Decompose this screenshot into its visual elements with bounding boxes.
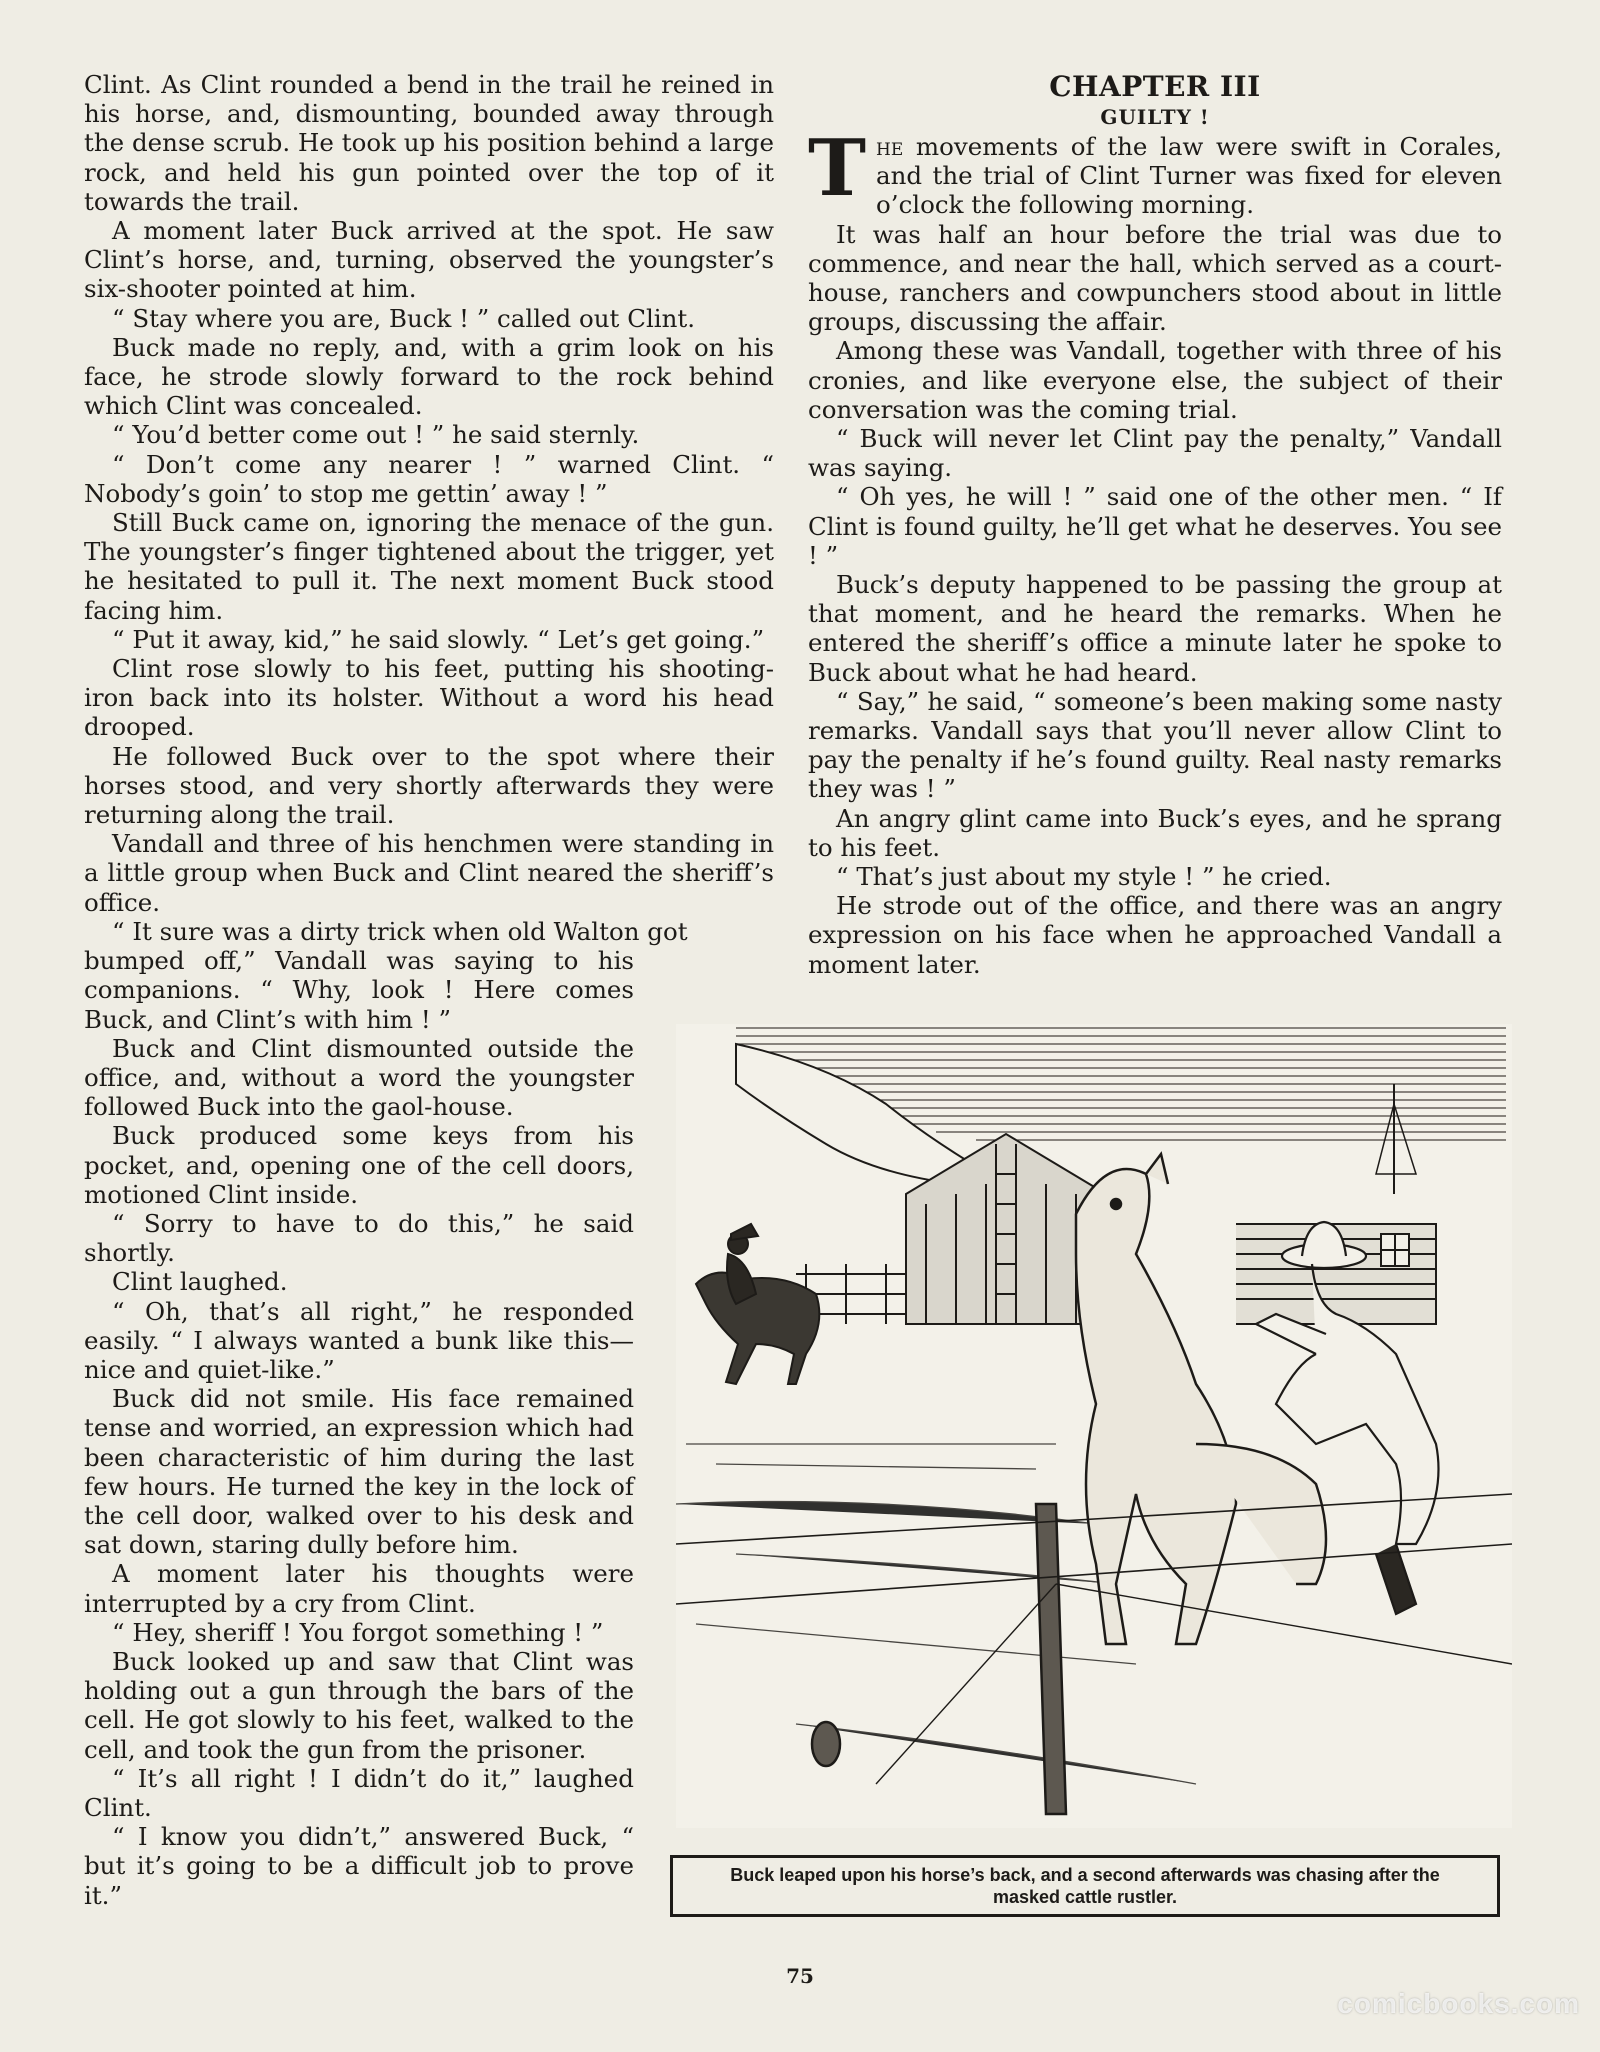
left-narrow-text [84, 946, 634, 1910]
paragraph: “ It’s all right ! I didn’t do it,” laughed Clint. [84, 1763, 634, 1822]
paragraph: “ That’s just about my style ! ” he cried. [836, 862, 1332, 892]
paragraph: “ Put it away, kid,” he said slowly. “ Let’s get going.” [112, 624, 765, 654]
paragraph: A moment later Buck arrived at the spot. He saw Clint’s horse, and, turning, observed the youngster’s six-shooter pointed at him. [84, 216, 774, 304]
paragraph: “ I know you didn’t,” answered Buck, “ but it’s going to be a difficult job to prove it.” [84, 1822, 634, 1910]
right-column [808, 70, 1502, 979]
paragraph: Buck and Clint dismounted outside the office, and, without a word the youngster followed Buck into the gaol-house. [84, 1033, 634, 1122]
paragraph: Clint. As Clint rounded a bend in the trail he reined in his horse, and, dismounting, bounded away through the dense scrub. He took up his position behind a large rock, and held his gun pointed over the top of it towards the trail. [84, 70, 774, 216]
opening-paragraph [808, 123, 1502, 220]
paragraph: He followed Buck over to the spot where their horses stood, and very shortly afterwards they were returning along the trail. [84, 741, 774, 830]
paragraph: bumped off,” Vandall was saying to his companions. “ Why, look ! Here comes Buck, and Clint’s with him ! ” [84, 946, 634, 1034]
illustration [676, 1024, 1512, 1828]
left-wide-text [84, 70, 774, 946]
chapter-subtitle: GUILTY ! [1100, 105, 1210, 129]
illustration-drawing [676, 1024, 1512, 1828]
page-number: 75 [786, 1964, 814, 1988]
paragraph: It was half an hour before the trial was due to commence, and near the hall, which served as a court-house, ranchers and cowpunchers stood about in little groups, discussing the affair. [808, 219, 1502, 337]
paragraph: Buck made no reply, and, with a grim look on his face, he strode slowly forward to the rock behind which Clint was concealed. [84, 332, 774, 421]
caption-text: Buck leaped upon his horse’s back, and a second afterwards was chasing after the masked cattle rustler. [730, 1865, 1440, 1907]
paragraph: A moment later his thoughts were interrupted by a cry from Clint. [84, 1559, 634, 1618]
drop-cap: T [808, 123, 867, 214]
paragraph: He strode out of the office, and there was an angry expression on his face when he approached Vandall a moment later. [808, 891, 1502, 979]
paragraph: “ Buck will never let Clint pay the penalty,” Vandall was saying. [808, 424, 1502, 483]
paragraph: Buck produced some keys from his pocket, and, opening one of the cell doors, motioned Clint inside. [84, 1121, 634, 1209]
drop-cap-continuation: he [876, 132, 904, 161]
paragraph: “ Hey, sheriff ! You forgot something ! ” [112, 1617, 604, 1647]
paragraph: “ Say,” he said, “ someone’s been making some nasty remarks. Vandall says that you’ll never allow Clint to pay the penalty if he’s found guilty. Real nasty remarks they was ! ” [808, 686, 1502, 804]
paragraph: “ Sorry to have to do this,” he said shortly. [84, 1208, 634, 1268]
chapter-title: CHAPTER III [1049, 70, 1261, 103]
paragraph: Among these was Vandall, together with three of his cronies, and like everyone else, the subject of their conversation was the coming trial. [808, 336, 1502, 424]
paragraph: An angry glint came into Buck’s eyes, and he sprang to his feet. [808, 803, 1502, 862]
paragraph: Still Buck came on, ignoring the menace of the gun. The youngster’s finger tightened about the trigger, yet he hesitated to pull it. The next moment Buck stood facing him. [84, 508, 774, 625]
paragraph: Vandall and three of his henchmen were standing in a little group when Buck and Clint neared the sheriff’s office. [84, 829, 774, 917]
illustration-caption [670, 1855, 1500, 1917]
paragraph: Clint laughed. [112, 1267, 288, 1297]
paragraph: “ Oh yes, he will ! ” said one of the other men. “ If Clint is found guilty, he’ll get what he deserves. You see ! ” [808, 482, 1502, 570]
paragraph: Buck’s deputy happened to be passing the group at that moment, and he heard the remarks. When he entered the sheriff’s office a minute later he spoke to Buck about what he had heard. [808, 570, 1502, 687]
paragraph: “ Stay where you are, Buck ! ” called out Clint. [112, 303, 696, 333]
paragraph: “ You’d better come out ! ” he said sternly. [112, 420, 640, 450]
left-column [84, 70, 774, 1910]
paragraph: Clint rose slowly to his feet, putting his shooting-iron back into its holster. Without a word his head drooped. [84, 654, 774, 742]
paragraph: “ Don’t come any nearer ! ” warned Clint. “ Nobody’s goin’ to stop me gettin’ away ! ” [84, 449, 774, 508]
paragraph: Buck looked up and saw that Clint was holding out a gun through the bars of the cell. He got slowly to his feet, walked to the cell, and took the gun from the prisoner. [84, 1646, 634, 1764]
paragraph: “ It sure was a dirty trick when old Walton got [112, 916, 688, 946]
paragraph: Buck did not smile. His face remained tense and worried, an expression which had been characteristic of him during the last few hours. He turned the key in the lock of the cell door, walked over to his desk and sat down, staring dully before him. [84, 1384, 634, 1560]
paragraph: “ Oh, that’s all right,” he responded easily. “ I always wanted a bunk like this—nice and quiet-like.” [84, 1296, 634, 1384]
watermark: comicbooks.com [1337, 1988, 1580, 2019]
opening-text: movements of the law were swift in Corales, and the trial of Clint Turner was fixed for eleven o’clock the following morning. [876, 132, 1502, 220]
